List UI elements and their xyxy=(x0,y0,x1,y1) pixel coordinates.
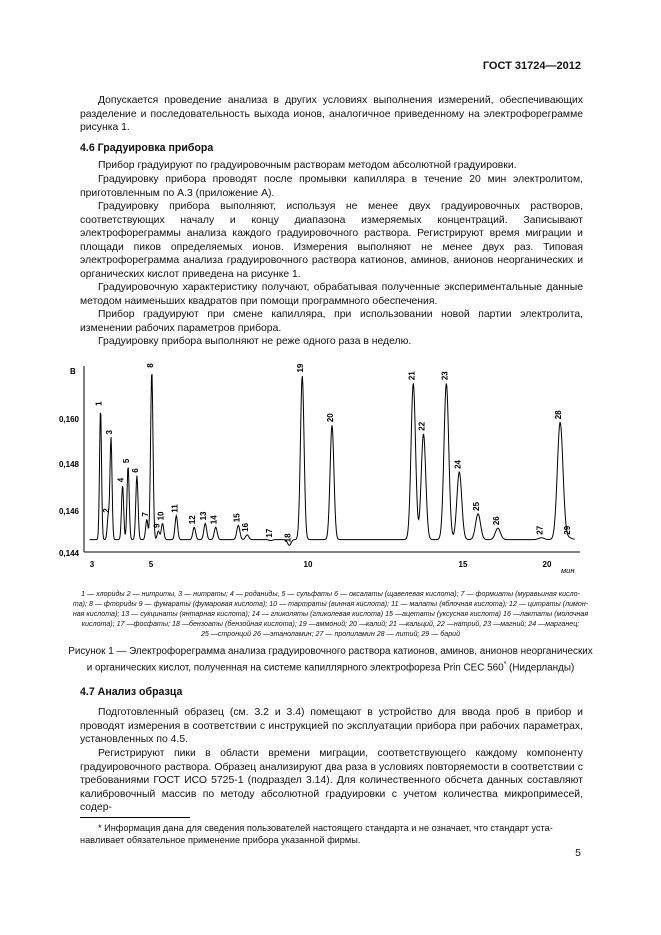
x-tick-label: 20 xyxy=(542,560,552,569)
peak-label: 12 xyxy=(188,515,198,525)
legend-line: ная кислота); 13 — сукцинаты (янтарная кислота); 14 — гликоляты (гликолевая кислота) 15 —ацетаты (уксусная кислота) 16 —лактаты (молочная xyxy=(72,610,589,618)
paragraph: Прибор градуируют по градуировочным растворам методом абсолютной градуировки. xyxy=(98,160,517,171)
caption-text: и органических кислот, полученная на системе капиллярного электрофореза Prin CEC 560 xyxy=(86,661,504,673)
footnote-line: навливает обязательное применение прибора указанной фирмы. xyxy=(80,835,361,845)
peak-label: 19 xyxy=(296,363,306,373)
peak-label: 17 xyxy=(264,528,274,538)
y-tick-label: 0,144 xyxy=(58,549,79,558)
footnote-mark: * xyxy=(503,660,507,668)
legend-line: та); 8 — фториды 9 — фумараты (фумаровая кислота); 10 — тартраты (винная кислота); 11 — малаты (яблочная кислота); 12 — цитраты (лимон- xyxy=(72,600,589,608)
document-code: ГОСТ 31724—2012 xyxy=(482,60,581,72)
caption-line: Рисунок 1 — Электрофореграмма анализа градуировочного раствора катионов, аминов, анионов неорганических xyxy=(68,646,593,657)
paragraph: Градуировочную характеристику получают, обрабатывая полученные экспериментальные данные методом наименьших квадратов при помощи программного обеспечения. xyxy=(80,282,583,307)
intro-paragraph: Допускается проведение анализа в других условиях выполнения измерений, обеспечивающих разделение и последовательность выхода ионов, аналогичное приведенному на электрофореграмме рисунка 1. xyxy=(80,95,583,134)
paragraph: Прибор градуируют при смене капилляра, при использовании новой партии электролита, изменении рабочих параметров прибора. xyxy=(80,309,583,334)
page-number: 5 xyxy=(575,847,581,859)
peak-label: 6 xyxy=(130,468,140,473)
peak-label: 13 xyxy=(199,511,209,521)
peak-label: 25 xyxy=(472,501,482,511)
x-tick-label: 10 xyxy=(303,560,313,569)
legend-line: 25 —стронций 26 —этаноламин; 27 — пропиламин 28 — литий; 29 — барий xyxy=(200,630,461,638)
peak-label: 27 xyxy=(535,525,545,535)
peak-label: 8 xyxy=(145,363,155,368)
paragraph: Подготовленный образец (см. 3.2 и 3.4) помещают в устройство для ввода проб в прибор и проводят измерения в соответствии с инструкцией по эксплуатации прибора при рабочих параметрах, установленных по 4.5. xyxy=(80,707,583,746)
section-4-7-title: 4.7 Анализ образца xyxy=(80,686,183,698)
paragraph: Градуировку прибора выполняют, используя не менее двух градуировочных растворов, соответствующих началу и концу диапазона измеряемых концентраций. Записывают электрофореграммы анализа каждого градуировочного раствора. Регистрируют время миграции и площади пиков определяемых ионов. Измерения выполняют не менее двух раз. Типовая электрофореграмма анализа градуировочного раствора катионов, аминов, анионов неорганических и органических кислот приведена на рисунке 1. xyxy=(80,201,583,280)
x-tick-label: 3 xyxy=(89,560,95,569)
peak-label: 15 xyxy=(232,513,242,523)
caption-text: (Нидерланды) xyxy=(506,661,575,673)
caption-line xyxy=(40,659,621,675)
peak-label: 14 xyxy=(209,515,219,525)
paragraph: Градуировку прибора проводят после промывки капилляра в течение 20 мин электролитом, приготовленным по А.3 (приложение А). xyxy=(80,174,583,199)
peak-label: 4 xyxy=(116,477,126,483)
footnote-divider xyxy=(80,817,190,818)
x-tick-label: 15 xyxy=(458,560,468,569)
y-axis-label: В xyxy=(70,367,76,376)
section-4-6-title: 4.6 Градуировка прибора xyxy=(80,142,214,154)
peak-label: 11 xyxy=(170,504,180,513)
peak-label: 24 xyxy=(453,459,463,469)
peak-label: 21 xyxy=(407,371,417,381)
y-tick-label: 0,146 xyxy=(58,507,79,516)
peak-label: 20 xyxy=(326,413,335,423)
paragraph: Градуировку прибора выполняют не реже одного раза в неделю. xyxy=(98,336,412,347)
paragraph: Регистрируют пики в области времени миграции, соответствующего каждому компоненту градуировочного раствора. Образец анализируют два раза в условиях повторяемости в соответствии с требованиями ГОСТ ИСО 5725-1 (подраздел 3.14). Для количественного обсчета данных составляют калибровочный массив по методу абсолютной градуировки с учетом количества микропримесей, содер- xyxy=(80,748,583,814)
x-tick-label: 5 xyxy=(148,560,154,569)
y-tick-label: 0,148 xyxy=(58,460,79,469)
legend-line: кислота); 17 —фосфаты; 18 —бензоаты (бензойная кислота); 19 —аммоний; 20 —калий; 21 —кальций, 22 —натрий, 23 —магний; 24 —марганец; xyxy=(81,620,580,628)
peak-label: 26 xyxy=(491,516,501,526)
peak-label: 29 xyxy=(562,525,572,535)
x-axis-label: мин xyxy=(561,566,575,575)
peak-label: 7 xyxy=(140,512,150,517)
electropherogram-chart xyxy=(0,360,661,580)
peak-label: 28 xyxy=(554,410,564,420)
peak-label: 2 xyxy=(102,508,112,513)
peak-label: 18 xyxy=(283,533,293,543)
y-tick-label: 0,160 xyxy=(58,415,79,424)
peak-label: 22 xyxy=(417,421,427,431)
peak-label: 9 xyxy=(152,523,162,529)
legend-line: 1 — хлориды 2 — нитриты, 3 — нитраты; 4 — роданиды, 5 — сульфаты 6 — оксалаты (щавелевая кислота); 7 — формиаты (муравьиная кисло- xyxy=(81,590,580,598)
peak-label: 16 xyxy=(241,522,251,532)
footnote xyxy=(80,822,583,846)
peak-label: 23 xyxy=(440,371,450,381)
figure-caption xyxy=(40,646,621,674)
footnote-line: * Информация дана для сведения пользователей настоящего стандарта и не означает, что стандарт уста- xyxy=(98,823,553,833)
figure-legend xyxy=(36,589,625,639)
peak-label: 10 xyxy=(156,511,166,521)
peak-label: 1 xyxy=(94,401,104,406)
peak-label: 3 xyxy=(105,430,115,435)
peak-label: 5 xyxy=(122,458,132,464)
